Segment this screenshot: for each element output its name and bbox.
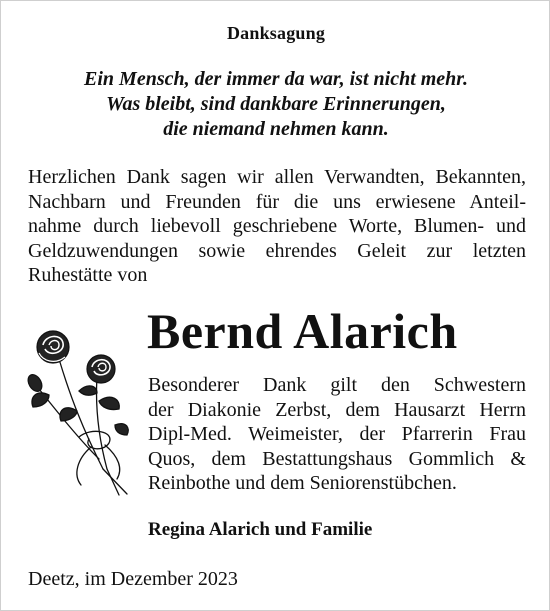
special-thanks-line: der Diakonie Zerbst, dem Hausarzt Herrn xyxy=(148,398,526,421)
special-thanks-line: Besonderer Dank gilt den Schwestern xyxy=(148,374,526,396)
motto-quote xyxy=(1,67,550,142)
special-thanks-line: Dipl-Med. Weimeister, der Pfarrerin Frau xyxy=(148,423,526,445)
place-date: Deetz, im Dezember 2023 xyxy=(28,568,238,590)
thanks-line: Geldzuwendungen sowie ehrendes Geleit zur letzten xyxy=(28,239,526,262)
thanks-paragraph xyxy=(28,165,526,288)
notice-heading: Danksagung xyxy=(226,23,326,43)
special-thanks-paragraph xyxy=(148,373,526,496)
roses-icon xyxy=(19,319,137,497)
signature: Regina Alarich und Familie xyxy=(148,519,373,540)
motto-line: Was bleibt, sind dankbare Erinnerungen, xyxy=(106,93,446,115)
thanks-line: Ruhestätte von xyxy=(28,264,148,286)
thanks-line: nahme durch liebevoll geschriebene Worte, Blumen- und xyxy=(28,215,526,237)
special-thanks-line: Quos, dem Bestattungshaus Gommlich & xyxy=(148,447,526,470)
thanks-line: Nachbarn und Freunden für die uns erwiesene Anteil- xyxy=(28,190,526,213)
special-thanks-line: Reinbothe und dem Seniorenstübchen. xyxy=(148,472,457,494)
motto-line: Ein Mensch, der immer da war, ist nicht mehr. xyxy=(84,68,468,90)
deceased-name: Bernd Alarich xyxy=(147,303,458,359)
motto-line: die niemand nehmen kann. xyxy=(163,118,389,140)
thanks-line: Herzlichen Dank sagen wir allen Verwandten, Bekannten, xyxy=(28,166,526,188)
